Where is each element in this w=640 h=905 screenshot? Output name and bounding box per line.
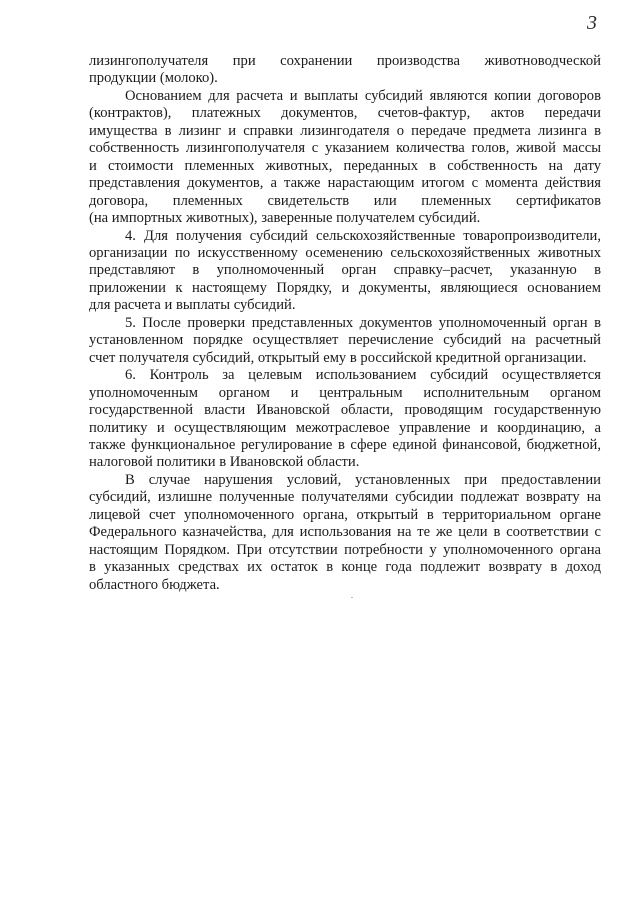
text-line: (контрактов), платежных документов, счетов-фактур, актов передачи [89, 105, 601, 122]
text-line: 4. Для получения субсидий сельскохозяйственные товаропроизводители, [125, 227, 601, 244]
text-line: 5. После проверки представленных документов уполномоченный орган в [125, 314, 601, 331]
text-line: организации по искусственному осеменению сельскохозяйственных животных [89, 244, 601, 261]
text-line: для расчета и выплаты субсидий. [89, 297, 296, 314]
text-line: установленном порядке осуществляет перечисление субсидий на расчетный [89, 332, 601, 349]
paragraph-item-5 [89, 315, 601, 367]
text-line: договора, племенных свидетельств или племенных сертификатов [89, 192, 601, 209]
text-line: и стоимости племенных животных, переданных в собственность на дату [89, 157, 601, 174]
text-line: В случае нарушения условий, установленных при предоставлении [125, 471, 601, 488]
text-line: представляют в уполномоченный орган справку–расчет, указанную в [89, 262, 601, 279]
paragraph-violation [89, 472, 601, 594]
text-line: Федерального казначейства, для использования на те же цели в соответствии с [89, 524, 601, 541]
text-line: налоговой политики в Ивановской области. [89, 454, 360, 471]
text-line: продукции (молоко). [89, 70, 218, 87]
text-line: собственность лизингополучателя с указанием количества голов, живой массы [89, 140, 601, 157]
paragraph-item-6 [89, 367, 601, 472]
text-line: субсидий, излишне полученные получателями субсидии подлежат возврату на [89, 489, 601, 506]
text-line: Основанием для расчета и выплаты субсидий являются копии договоров [125, 87, 601, 104]
paragraph-basis [89, 88, 601, 228]
text-line: политику и осуществляющим межотраслевое управление и координацию, а [89, 419, 601, 436]
scan-speck [351, 597, 353, 598]
document-body [89, 53, 601, 594]
text-line: государственной власти Ивановской области, проводящим государственную [89, 402, 601, 419]
text-line: лицевой счет уполномоченного органа, открытый в территориальном органе [89, 506, 601, 523]
text-line: счет получателя субсидий, открытый ему в российской кредитной организации. [89, 349, 587, 366]
text-line: (на импортных животных), заверенные получателем субсидий. [89, 210, 481, 227]
text-line: также функциональное регулирование в сфере единой финансовой, бюджетной, [89, 436, 601, 453]
paragraph-item-4 [89, 228, 601, 315]
text-line: в указанных средствах их остаток в конце года подлежит возврату в доход [89, 559, 601, 576]
text-line: 6. Контроль за целевым использованием субсидий осуществляется [125, 367, 601, 384]
text-line: приложении к настоящему Порядку, и документы, являющиеся основанием [89, 279, 601, 296]
text-line: уполномоченным органом и центральным исполнительным органом [89, 384, 601, 401]
text-line: настоящим Порядком. При отсутствии потребности у уполномоченного органа [89, 541, 601, 558]
text-line: имущества в лизинг и справки лизингодателя о передаче предмета лизинга в [89, 122, 601, 139]
text-line: лизингополучателя при сохранении производства животноводческой [89, 53, 601, 69]
page-number: 3 [587, 12, 597, 34]
text-line: областного бюджета. [89, 576, 220, 593]
text-line: представления документов, а также нарастающим итогом с момента действия [89, 175, 601, 192]
paragraph-continuation [89, 53, 601, 88]
